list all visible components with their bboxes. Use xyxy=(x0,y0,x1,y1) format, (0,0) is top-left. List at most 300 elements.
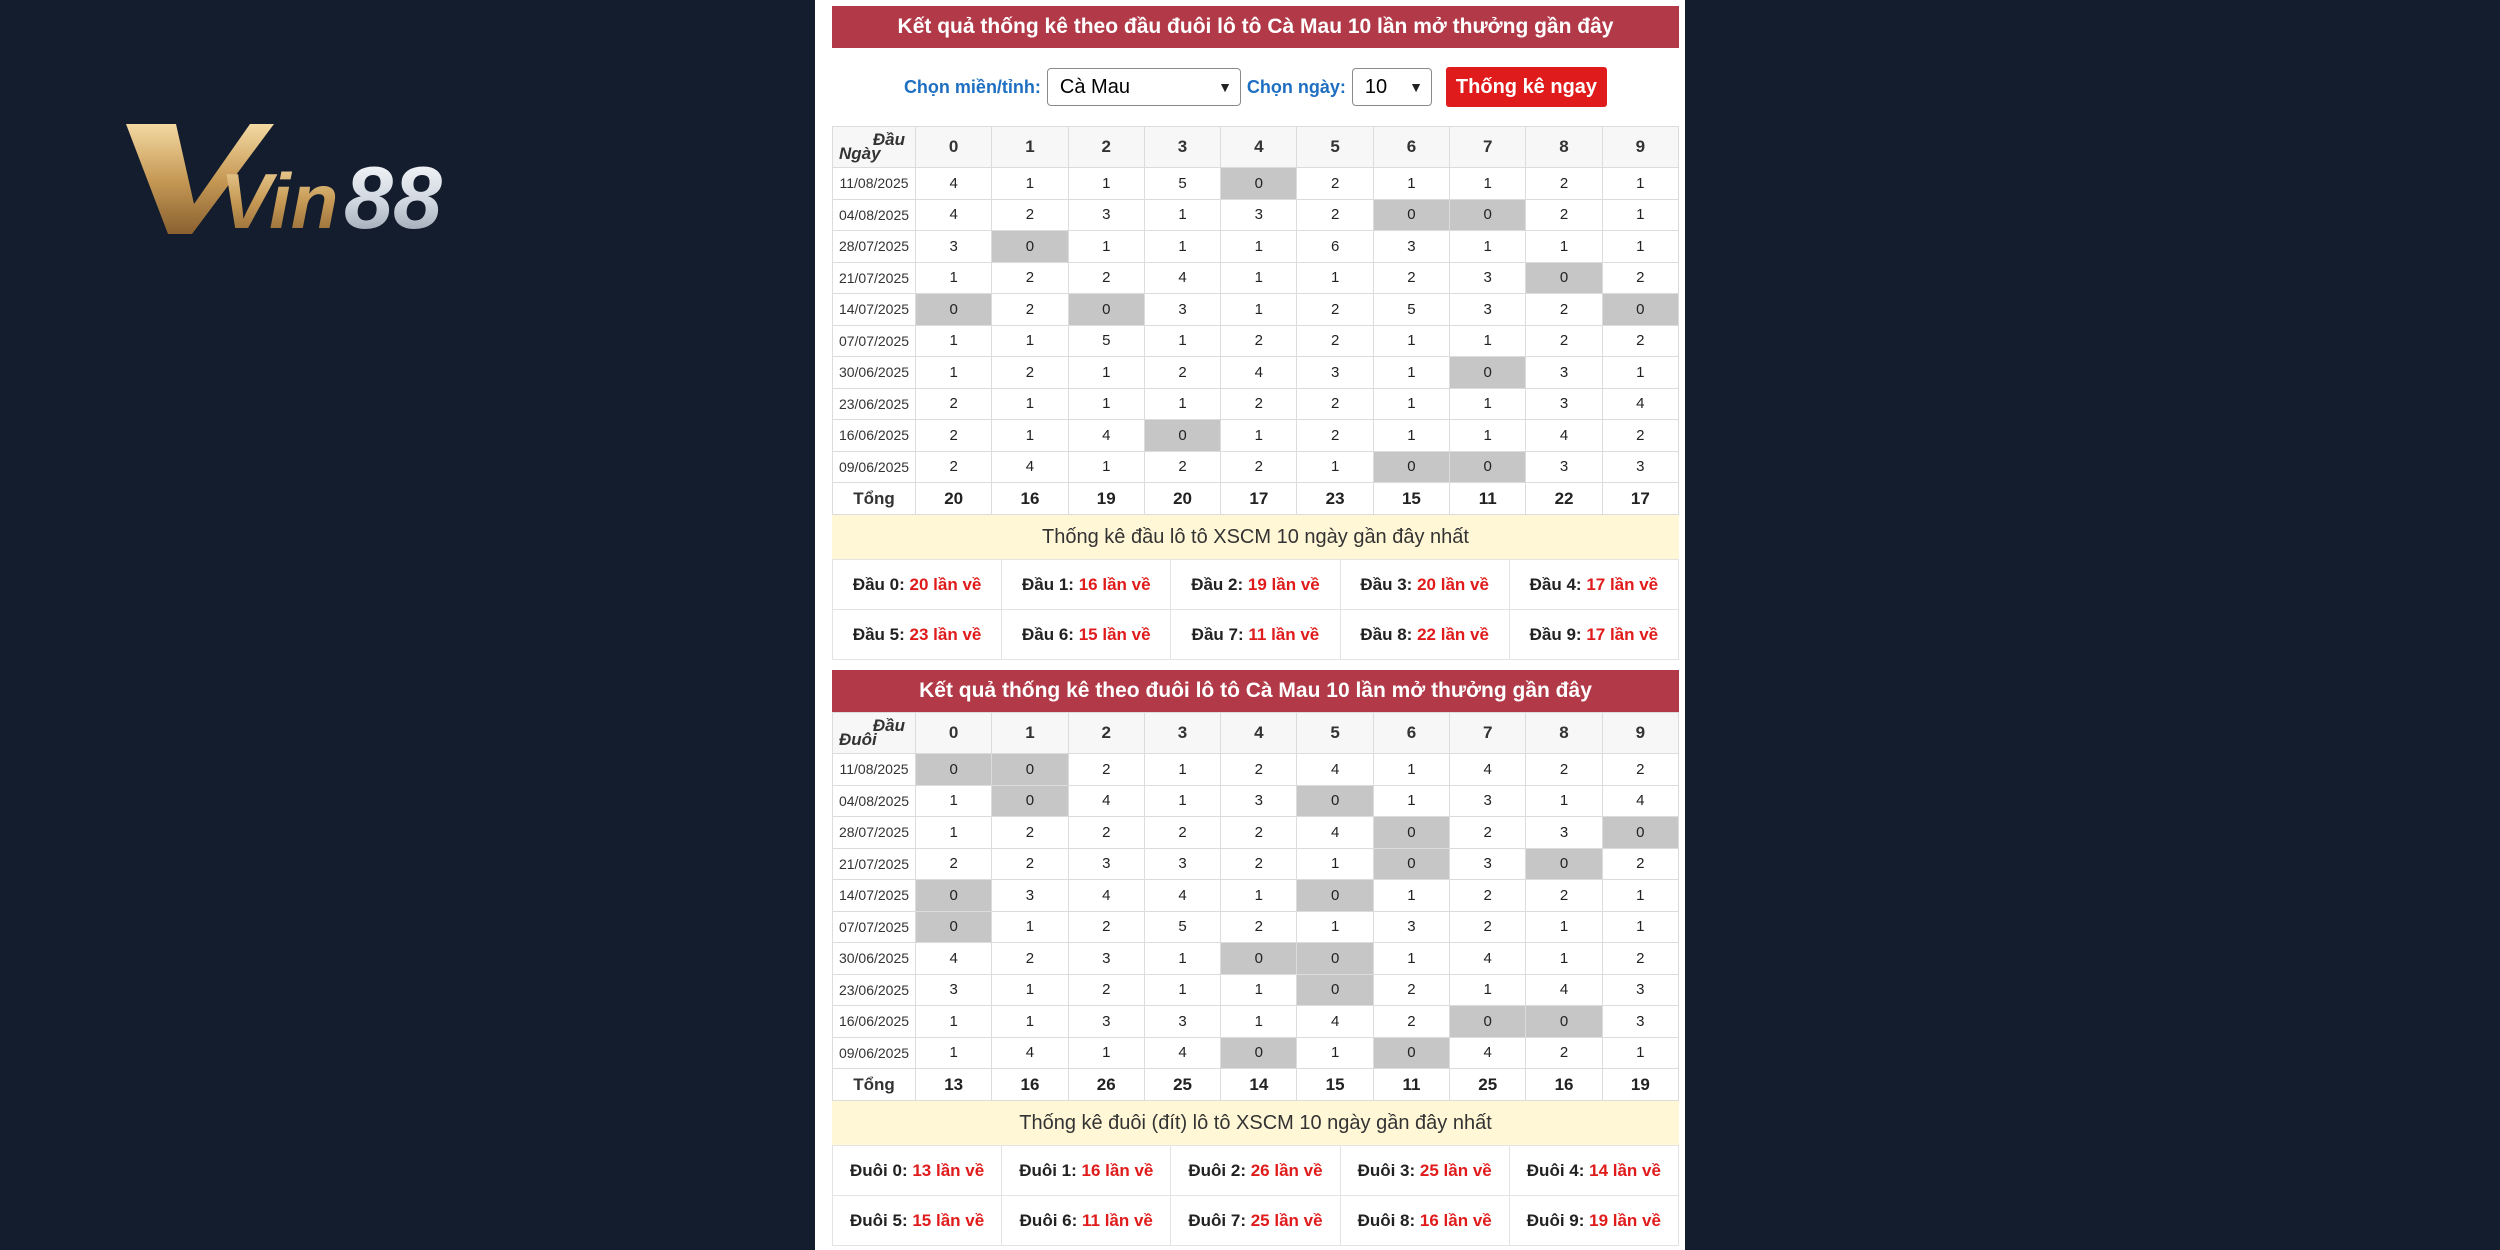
summary-cell xyxy=(1340,1146,1509,1196)
table-row xyxy=(833,1006,1679,1038)
count-cell: 1 xyxy=(1144,974,1220,1006)
count-cell: 3 xyxy=(1450,262,1526,294)
count-cell: 1 xyxy=(1450,420,1526,452)
table-row xyxy=(833,880,1679,912)
count-cell: 1 xyxy=(992,168,1068,200)
count-cell: 2 xyxy=(1068,911,1144,943)
summary-value: 25 lần về xyxy=(1419,1160,1492,1180)
summary-cell xyxy=(833,1146,1002,1196)
count-cell: 4 xyxy=(1602,785,1678,817)
count-cell: 3 xyxy=(1526,388,1602,420)
count-cell: 4 xyxy=(1068,880,1144,912)
summary-label: Đuôi 3: xyxy=(1357,1160,1416,1180)
table-row xyxy=(833,231,1679,263)
column-header: 5 xyxy=(1297,127,1373,168)
count-cell: 2 xyxy=(1526,754,1602,786)
total-cell: 23 xyxy=(1297,483,1373,515)
date-cell: 04/08/2025 xyxy=(833,785,916,817)
count-cell: 2 xyxy=(1221,325,1297,357)
count-cell: 1 xyxy=(916,1037,992,1069)
chevron-down-icon: ▼ xyxy=(1409,79,1423,95)
content-panel xyxy=(815,0,1685,1250)
table-row xyxy=(833,199,1679,231)
table-row xyxy=(833,168,1679,200)
summary-cell xyxy=(833,560,1002,610)
count-cell: 4 xyxy=(1068,785,1144,817)
table-row xyxy=(833,388,1679,420)
count-cell: 1 xyxy=(1526,785,1602,817)
date-cell: 09/06/2025 xyxy=(833,1037,916,1069)
count-cell: 1 xyxy=(1373,943,1449,975)
count-cell: 3 xyxy=(1068,943,1144,975)
date-cell: 07/07/2025 xyxy=(833,325,916,357)
table-row xyxy=(833,785,1679,817)
count-cell: 1 xyxy=(1297,911,1373,943)
count-cell: 2 xyxy=(1297,388,1373,420)
count-cell: 2 xyxy=(992,294,1068,326)
count-cell: 2 xyxy=(1297,294,1373,326)
count-cell: 3 xyxy=(1526,357,1602,389)
count-cell: 1 xyxy=(1144,325,1220,357)
count-cell: 0 xyxy=(1297,943,1373,975)
summary-cell xyxy=(1509,610,1678,660)
table-row xyxy=(833,262,1679,294)
count-cell: 0 xyxy=(1068,294,1144,326)
summary-cell xyxy=(833,1196,1002,1246)
count-cell: 1 xyxy=(1526,911,1602,943)
date-cell: 30/06/2025 xyxy=(833,357,916,389)
count-cell: 0 xyxy=(1297,880,1373,912)
stats-table xyxy=(832,126,1679,515)
count-cell: 1 xyxy=(1450,168,1526,200)
summary-label: Đuôi 0: xyxy=(850,1160,908,1180)
summary-cell xyxy=(1002,1196,1171,1246)
count-cell: 5 xyxy=(1068,325,1144,357)
total-cell: 19 xyxy=(1068,483,1144,515)
count-cell: 3 xyxy=(1450,848,1526,880)
total-cell: 25 xyxy=(1144,1069,1220,1101)
count-cell: 0 xyxy=(1373,817,1449,849)
count-cell: 0 xyxy=(1526,848,1602,880)
summary-value: 20 lần về xyxy=(1417,574,1489,594)
table-row xyxy=(833,420,1679,452)
region-label: Chọn miền/tỉnh: xyxy=(903,76,1041,97)
total-cell: 11 xyxy=(1450,483,1526,515)
summary-label: Đầu 5: xyxy=(852,624,905,644)
count-cell: 2 xyxy=(1602,325,1678,357)
count-cell: 0 xyxy=(1526,1006,1602,1038)
summary-label: Đầu 0: xyxy=(852,574,905,594)
column-header: 3 xyxy=(1144,127,1220,168)
tail-summary-title: Thống kê đuôi (đít) lô tô XSCM 10 ngày gần đây nhất xyxy=(832,1101,1679,1145)
date-cell: 14/07/2025 xyxy=(833,294,916,326)
summary-value: 25 lần về xyxy=(1250,1210,1323,1230)
count-cell: 2 xyxy=(916,451,992,483)
head-stats-section xyxy=(832,6,1679,660)
total-cell: 17 xyxy=(1602,483,1678,515)
count-cell: 4 xyxy=(1297,754,1373,786)
summary-label: Đầu 7: xyxy=(1191,624,1244,644)
summary-cell xyxy=(1171,1146,1340,1196)
total-cell: 15 xyxy=(1373,483,1449,515)
count-cell: 3 xyxy=(916,974,992,1006)
count-cell: 2 xyxy=(1373,974,1449,1006)
corner-bottom-label: Đuôi xyxy=(839,730,877,749)
count-cell: 0 xyxy=(1221,168,1297,200)
date-cell: 07/07/2025 xyxy=(833,911,916,943)
summary-label: Đầu 1: xyxy=(1022,574,1074,594)
count-cell: 0 xyxy=(1450,1006,1526,1038)
count-cell: 0 xyxy=(1144,420,1220,452)
count-cell: 3 xyxy=(1526,451,1602,483)
count-cell: 1 xyxy=(1602,880,1678,912)
corner-cell xyxy=(833,127,916,168)
count-cell: 0 xyxy=(1602,817,1678,849)
count-cell: 2 xyxy=(1221,754,1297,786)
count-cell: 1 xyxy=(1221,420,1297,452)
count-cell: 2 xyxy=(916,420,992,452)
count-cell: 2 xyxy=(1526,880,1602,912)
count-cell: 1 xyxy=(1144,785,1220,817)
vin88-logo-mark xyxy=(124,120,504,240)
count-cell: 2 xyxy=(1373,1006,1449,1038)
count-cell: 3 xyxy=(1068,1006,1144,1038)
total-cell: 15 xyxy=(1297,1069,1373,1101)
count-cell: 2 xyxy=(1221,817,1297,849)
count-cell: 3 xyxy=(1602,974,1678,1006)
count-cell: 3 xyxy=(1450,294,1526,326)
total-cell: 16 xyxy=(992,483,1068,515)
corner-top-label: Đầu xyxy=(872,716,905,735)
count-cell: 1 xyxy=(992,325,1068,357)
count-cell: 1 xyxy=(1602,231,1678,263)
column-header: 5 xyxy=(1297,713,1373,754)
table-row xyxy=(833,974,1679,1006)
count-cell: 1 xyxy=(1068,388,1144,420)
column-header: 4 xyxy=(1221,127,1297,168)
count-cell: 4 xyxy=(1144,1037,1220,1069)
section-title: Kết quả thống kê theo đầu đuôi lô tô Cà Mau 10 lần mở thưởng gần đây xyxy=(832,6,1679,48)
count-cell: 0 xyxy=(992,785,1068,817)
table-row xyxy=(833,943,1679,975)
count-cell: 1 xyxy=(1144,388,1220,420)
count-cell: 2 xyxy=(1450,880,1526,912)
stats-now-button[interactable]: Thống kê ngay xyxy=(1446,67,1607,107)
count-cell: 4 xyxy=(1526,974,1602,1006)
count-cell: 5 xyxy=(1144,168,1220,200)
count-cell: 2 xyxy=(992,848,1068,880)
count-cell: 1 xyxy=(1068,168,1144,200)
column-header: 0 xyxy=(916,127,992,168)
count-cell: 1 xyxy=(1602,357,1678,389)
total-cell: 11 xyxy=(1373,1069,1449,1101)
count-cell: 0 xyxy=(1297,974,1373,1006)
count-cell: 2 xyxy=(1221,388,1297,420)
filter-controls xyxy=(832,48,1679,126)
summary-row xyxy=(833,1196,1679,1246)
summary-value: 19 lần về xyxy=(1589,1210,1661,1230)
summary-cell xyxy=(1171,560,1340,610)
count-cell: 1 xyxy=(1068,231,1144,263)
count-cell: 1 xyxy=(1450,231,1526,263)
count-cell: 1 xyxy=(1221,880,1297,912)
summary-label: Đuôi 1: xyxy=(1019,1160,1077,1180)
count-cell: 1 xyxy=(1450,325,1526,357)
column-header: 7 xyxy=(1450,713,1526,754)
column-header: 6 xyxy=(1373,127,1449,168)
count-cell: 1 xyxy=(1221,1006,1297,1038)
column-header: 1 xyxy=(992,713,1068,754)
chevron-down-icon: ▼ xyxy=(1218,79,1232,95)
count-cell: 4 xyxy=(916,199,992,231)
summary-table xyxy=(832,1145,1679,1246)
region-select[interactable] xyxy=(1047,68,1241,106)
count-cell: 0 xyxy=(1373,199,1449,231)
total-cell: 20 xyxy=(1144,483,1220,515)
count-cell: 5 xyxy=(1373,294,1449,326)
count-cell: 1 xyxy=(992,420,1068,452)
total-cell: 26 xyxy=(1068,1069,1144,1101)
table-row xyxy=(833,817,1679,849)
summary-row xyxy=(833,1146,1679,1196)
count-cell: 2 xyxy=(1526,294,1602,326)
summary-value: 20 lần về xyxy=(909,574,982,594)
count-cell: 3 xyxy=(916,231,992,263)
count-cell: 4 xyxy=(916,168,992,200)
summary-label: Đuôi 5: xyxy=(850,1210,908,1230)
count-cell: 4 xyxy=(1297,1006,1373,1038)
summary-value: 16 lần về xyxy=(1081,1160,1154,1180)
count-cell: 2 xyxy=(1144,451,1220,483)
count-cell: 2 xyxy=(1526,1037,1602,1069)
count-cell: 2 xyxy=(992,943,1068,975)
count-cell: 0 xyxy=(992,754,1068,786)
summary-cell xyxy=(1340,610,1509,660)
count-cell: 1 xyxy=(1221,294,1297,326)
count-cell: 1 xyxy=(1373,420,1449,452)
count-cell: 4 xyxy=(1144,262,1220,294)
total-label: Tổng xyxy=(833,483,916,515)
count-cell: 2 xyxy=(1297,325,1373,357)
summary-row xyxy=(833,610,1679,660)
table-header-row xyxy=(833,713,1679,754)
day-select[interactable] xyxy=(1352,68,1432,106)
count-cell: 1 xyxy=(1297,262,1373,294)
date-cell: 04/08/2025 xyxy=(833,199,916,231)
summary-cell xyxy=(1509,1146,1678,1196)
total-cell: 16 xyxy=(1526,1069,1602,1101)
summary-cell xyxy=(1171,610,1340,660)
head-summary-title: Thống kê đầu lô tô XSCM 10 ngày gần đây nhất xyxy=(832,515,1679,559)
summary-label: Đuôi 8: xyxy=(1357,1210,1416,1230)
count-cell: 1 xyxy=(916,817,992,849)
summary-cell xyxy=(1340,1196,1509,1246)
count-cell: 0 xyxy=(1450,357,1526,389)
count-cell: 3 xyxy=(1450,785,1526,817)
summary-value: 15 lần về xyxy=(912,1210,985,1230)
summary-label: Đầu 6: xyxy=(1022,624,1074,644)
svg-text:Vin: Vin xyxy=(220,157,339,240)
column-header: 2 xyxy=(1068,127,1144,168)
count-cell: 1 xyxy=(992,1006,1068,1038)
count-cell: 3 xyxy=(1373,911,1449,943)
count-cell: 1 xyxy=(992,974,1068,1006)
count-cell: 0 xyxy=(1297,785,1373,817)
count-cell: 1 xyxy=(1526,943,1602,975)
column-header: 3 xyxy=(1144,713,1220,754)
summary-cell xyxy=(833,610,1002,660)
column-header: 0 xyxy=(916,713,992,754)
count-cell: 2 xyxy=(1602,262,1678,294)
count-cell: 2 xyxy=(1450,911,1526,943)
column-header: 7 xyxy=(1450,127,1526,168)
count-cell: 1 xyxy=(1450,974,1526,1006)
count-cell: 4 xyxy=(1221,357,1297,389)
summary-cell xyxy=(1002,560,1171,610)
total-cell: 25 xyxy=(1450,1069,1526,1101)
count-cell: 4 xyxy=(1144,880,1220,912)
day-label: Chọn ngày: xyxy=(1246,76,1346,97)
count-cell: 1 xyxy=(992,388,1068,420)
summary-cell xyxy=(1171,1196,1340,1246)
count-cell: 0 xyxy=(1373,1037,1449,1069)
count-cell: 1 xyxy=(916,262,992,294)
count-cell: 1 xyxy=(1373,754,1449,786)
count-cell: 2 xyxy=(1144,817,1220,849)
table-row xyxy=(833,294,1679,326)
table-row xyxy=(833,451,1679,483)
summary-value: 16 lần về xyxy=(1078,574,1151,594)
corner-top-label: Đầu xyxy=(872,130,905,149)
count-cell: 2 xyxy=(1221,848,1297,880)
count-cell: 4 xyxy=(1602,388,1678,420)
count-cell: 1 xyxy=(1144,754,1220,786)
summary-cell xyxy=(1340,560,1509,610)
count-cell: 1 xyxy=(916,1006,992,1038)
count-cell: 4 xyxy=(992,451,1068,483)
column-header: 6 xyxy=(1373,713,1449,754)
table-row xyxy=(833,911,1679,943)
count-cell: 0 xyxy=(1450,451,1526,483)
summary-table xyxy=(832,559,1679,660)
count-cell: 2 xyxy=(1526,325,1602,357)
day-value: 10 xyxy=(1364,75,1388,98)
summary-value: 11 lần về xyxy=(1248,624,1320,644)
count-cell: 0 xyxy=(1526,262,1602,294)
count-cell: 2 xyxy=(1297,199,1373,231)
count-cell: 3 xyxy=(1297,357,1373,389)
summary-value: 19 lần về xyxy=(1247,574,1320,594)
stats-table xyxy=(832,712,1679,1101)
count-cell: 0 xyxy=(1373,451,1449,483)
count-cell: 0 xyxy=(1221,1037,1297,1069)
count-cell: 2 xyxy=(1068,754,1144,786)
table-header-row xyxy=(833,127,1679,168)
region-value: Cà Mau xyxy=(1059,75,1130,98)
column-header: 8 xyxy=(1526,713,1602,754)
table-row xyxy=(833,325,1679,357)
count-cell: 3 xyxy=(1144,848,1220,880)
svg-text:88: 88 xyxy=(344,148,442,240)
count-cell: 2 xyxy=(1602,754,1678,786)
count-cell: 2 xyxy=(1450,817,1526,849)
summary-value: 23 lần về xyxy=(909,624,982,644)
count-cell: 3 xyxy=(1602,1006,1678,1038)
count-cell: 3 xyxy=(1068,848,1144,880)
total-label: Tổng xyxy=(833,1069,916,1101)
count-cell: 2 xyxy=(1144,357,1220,389)
count-cell: 0 xyxy=(1373,848,1449,880)
total-cell: 20 xyxy=(916,483,992,515)
count-cell: 1 xyxy=(1221,262,1297,294)
count-cell: 1 xyxy=(1373,357,1449,389)
count-cell: 2 xyxy=(1297,168,1373,200)
count-cell: 4 xyxy=(916,943,992,975)
count-cell: 2 xyxy=(1297,420,1373,452)
table-row xyxy=(833,1037,1679,1069)
summary-label: Đuôi 7: xyxy=(1188,1210,1246,1230)
count-cell: 1 xyxy=(916,785,992,817)
section-title: Kết quả thống kê theo đuôi lô tô Cà Mau 10 lần mở thưởng gần đây xyxy=(832,670,1679,712)
total-cell: 19 xyxy=(1602,1069,1678,1101)
count-cell: 2 xyxy=(992,199,1068,231)
summary-value: 11 lần về xyxy=(1082,1210,1153,1230)
count-cell: 4 xyxy=(1068,420,1144,452)
count-cell: 4 xyxy=(1526,420,1602,452)
summary-label: Đầu 4: xyxy=(1529,574,1582,594)
count-cell: 1 xyxy=(1144,199,1220,231)
table-row xyxy=(833,357,1679,389)
count-cell: 0 xyxy=(1602,294,1678,326)
count-cell: 0 xyxy=(1450,199,1526,231)
date-cell: 11/08/2025 xyxy=(833,754,916,786)
count-cell: 3 xyxy=(1068,199,1144,231)
tail-stats-section xyxy=(832,670,1679,1246)
summary-cell xyxy=(1002,610,1171,660)
count-cell: 1 xyxy=(1144,231,1220,263)
summary-value: 15 lần về xyxy=(1078,624,1151,644)
summary-row xyxy=(833,560,1679,610)
count-cell: 2 xyxy=(1068,262,1144,294)
summary-label: Đầu 2: xyxy=(1191,574,1244,594)
summary-value: 17 lần về xyxy=(1586,574,1659,594)
date-cell: 23/06/2025 xyxy=(833,974,916,1006)
count-cell: 2 xyxy=(1221,911,1297,943)
summary-cell xyxy=(1002,1146,1171,1196)
total-cell: 22 xyxy=(1526,483,1602,515)
count-cell: 1 xyxy=(1068,451,1144,483)
count-cell: 4 xyxy=(1297,817,1373,849)
count-cell: 1 xyxy=(1602,168,1678,200)
count-cell: 2 xyxy=(1602,943,1678,975)
date-cell: 16/06/2025 xyxy=(833,1006,916,1038)
count-cell: 3 xyxy=(1221,199,1297,231)
count-cell: 3 xyxy=(1221,785,1297,817)
count-cell: 1 xyxy=(1373,880,1449,912)
count-cell: 1 xyxy=(1373,388,1449,420)
date-cell: 21/07/2025 xyxy=(833,262,916,294)
count-cell: 1 xyxy=(1373,325,1449,357)
table-row xyxy=(833,754,1679,786)
count-cell: 1 xyxy=(1373,168,1449,200)
date-cell: 30/06/2025 xyxy=(833,943,916,975)
count-cell: 3 xyxy=(992,880,1068,912)
count-cell: 1 xyxy=(1450,388,1526,420)
count-cell: 3 xyxy=(1144,294,1220,326)
count-cell: 0 xyxy=(1221,943,1297,975)
count-cell: 6 xyxy=(1297,231,1373,263)
count-cell: 4 xyxy=(1450,943,1526,975)
